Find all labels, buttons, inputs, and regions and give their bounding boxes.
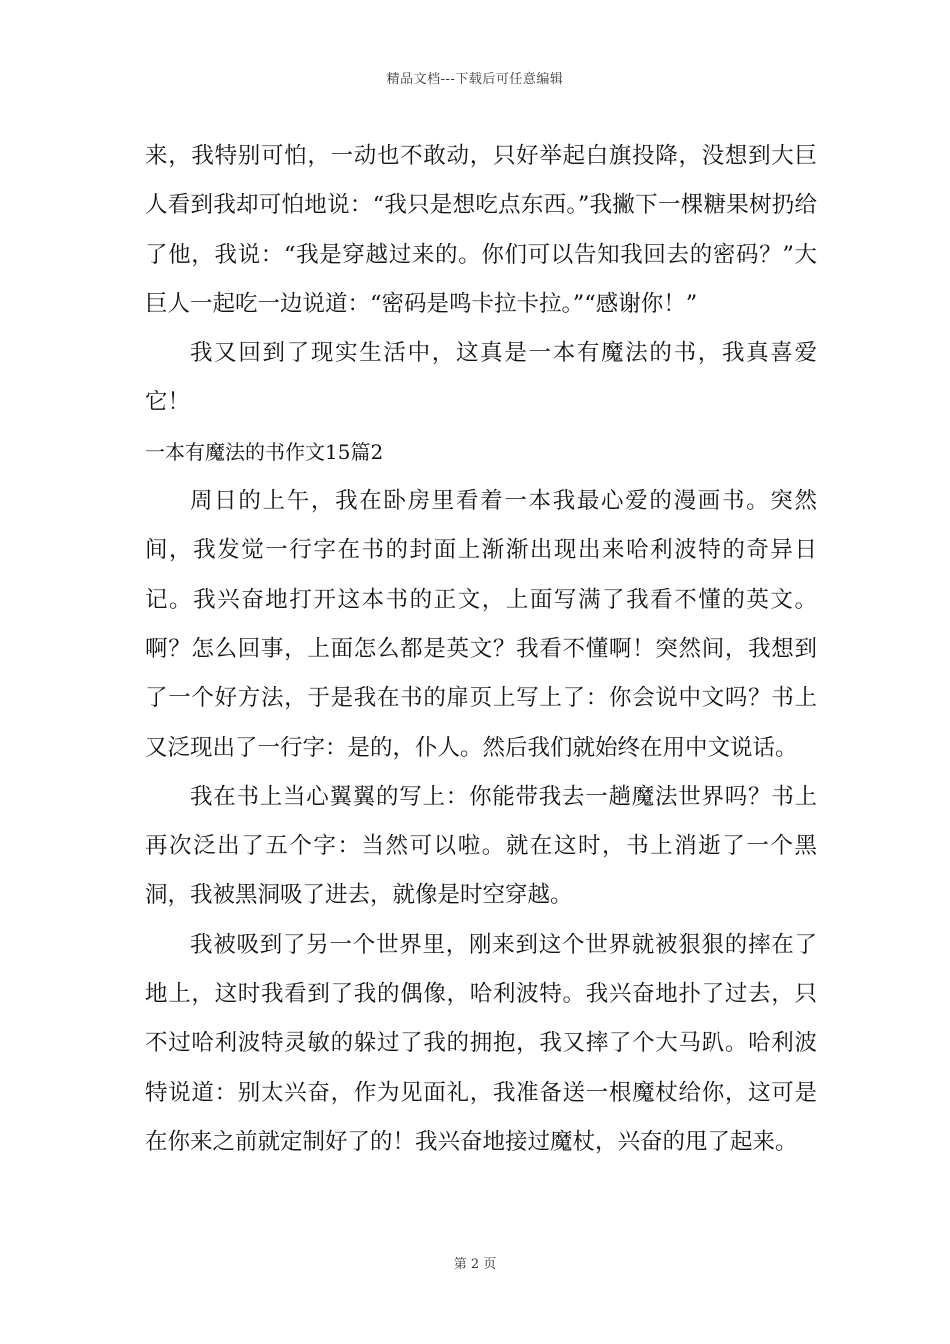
page-header: 精品文档---下载后可任意编辑	[386, 72, 564, 87]
paragraph: 我被吸到了另一个世界里，刚来到这个世界就被狠狠的摔在了地上，这时我看到了我的偶像，哈利波特。我兴奋地扑了过去，只不过哈利波特灵敏的躲过了我的拥抱，我又摔了个大马趴。哈利波特说道：别太兴奋，作为见面礼，我准备送一根魔杖给你，这可是在你来之前就定制好了的！我兴奋地接过魔杖，兴奋的甩了起来。	[145, 931, 817, 1155]
paragraph: 周日的上午，我在卧房里看着一本我最心爱的漫画书。突然间，我发觉一行字在书的封面上渐渐出现出来哈利波特的奇异日记。我兴奋地打开这本书的正文，上面写满了我看不懂的英文。啊？怎么回事，上面怎么都是英文？我看不懂啊！突然间，我想到了一个好方法，于是我在书的扉页上写上了：你会说中文吗？书上又泛现出了一行字：是的，仆人。然后我们就始终在用中文说话。	[145, 488, 817, 761]
paragraph: 我又回到了现实生活中，这真是一本有魔法的书，我真喜爱它！	[145, 340, 817, 416]
paragraph: 我在书上当心翼翼的写上：你能带我去一趟魔法世界吗？书上再次泛出了五个字：当然可以啦。就在这时，书上消逝了一个黑洞，我被黑洞吸了进去，就像是时空穿越。	[145, 783, 817, 909]
paragraph-continued: 来，我特别可怕，一动也不敢动，只好举起白旗投降，没想到大巨人看到我却可怕地说：“我只是想吃点东西。”我撇下一棵糖果树扔给了他，我说：“我是穿越过来的。你们可以告知我回去的密码？”大巨人一起吃一边说道：“密码是鸣卡拉卡拉。”“感谢你！”	[145, 143, 817, 317]
document-body	[145, 132, 817, 1167]
section-heading: 一本有魔法的书作文15篇2	[145, 439, 384, 464]
page-number: 第 2 页	[453, 1257, 497, 1272]
